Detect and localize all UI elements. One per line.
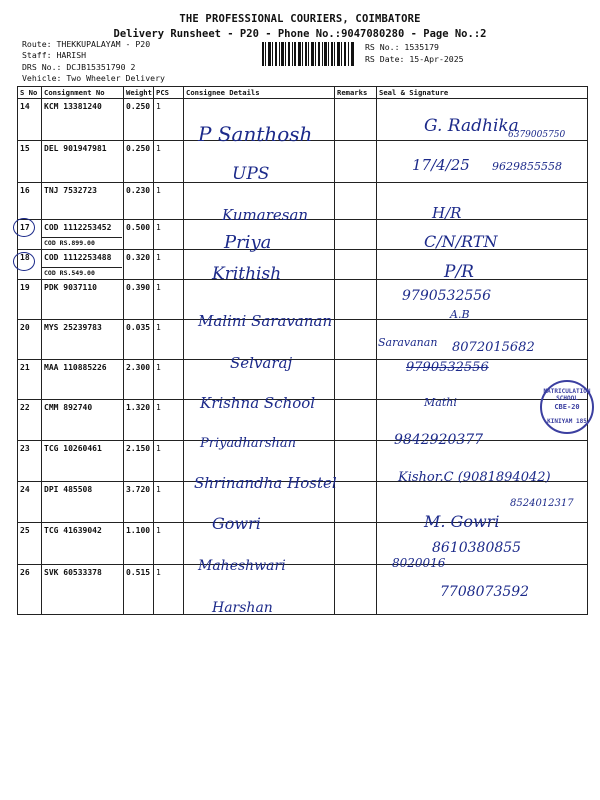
row-pcs: 1 <box>154 183 184 220</box>
row-remarks <box>335 400 377 441</box>
row-pcs: 1 <box>154 482 184 523</box>
handwritten-phone-19: 9790532556 <box>402 288 492 304</box>
row-sno: 16 <box>18 183 42 220</box>
handwritten-signature-15: 17/4/25 <box>412 156 470 174</box>
row-consignment: MAA 110885226 <box>42 360 124 400</box>
col-header-consignee: Consignee Details <box>184 87 335 99</box>
row-remarks <box>335 220 377 250</box>
row-weight: 1.100 <box>124 523 154 565</box>
row-weight: 0.250 <box>124 99 154 141</box>
row-sno: 21 <box>18 360 42 400</box>
row-weight: 2.300 <box>124 360 154 400</box>
row-sno: 15 <box>18 141 42 183</box>
row-pcs: 1 <box>154 320 184 360</box>
row-remarks <box>335 250 377 280</box>
row-remarks <box>335 441 377 482</box>
cod-amount: COD RS.549.00 <box>42 267 122 277</box>
handwritten-consignee-21: Krishna School <box>200 394 316 412</box>
row-remarks <box>335 565 377 615</box>
row-remarks <box>335 99 377 141</box>
handwritten-signature-25: M. Gowri <box>424 512 500 531</box>
row-pcs: 1 <box>154 565 184 615</box>
rs-number-field: RS No.: 1535179 <box>365 42 439 52</box>
row-pcs: 1 <box>154 141 184 183</box>
table-row <box>18 250 588 280</box>
vehicle-field: Vehicle: Two Wheeler Delivery <box>22 73 165 83</box>
handwritten-consignee-24: Gowri <box>212 514 261 533</box>
row-consignment: DEL 901947981 <box>42 141 124 183</box>
row-consignment: PDK 9037110 <box>42 280 124 320</box>
row-pcs: 1 <box>154 99 184 141</box>
row-sno: 17 <box>18 220 42 250</box>
rs-date-field: RS Date: 15-Apr-2025 <box>365 54 464 64</box>
consignment-number: COD 1112253488 <box>44 253 112 262</box>
sheet-title: THE PROFESSIONAL COURIERS, COIMBATORE <box>179 13 421 25</box>
handwritten-consignee-23: Shrinandha Hostel <box>194 474 337 492</box>
row-sno: 24 <box>18 482 42 523</box>
handwritten-phone-20: 8072015682 <box>452 340 535 355</box>
stamp-text-middle: CBE-20 <box>554 403 580 411</box>
row-remarks <box>335 523 377 565</box>
route-field: Route: THEKKUPALAYAM - P20 <box>22 39 151 49</box>
row-weight: 0.250 <box>124 141 154 183</box>
staff-field: Staff: HARISH <box>22 50 87 60</box>
row-sno: 19 <box>18 280 42 320</box>
row-consignment <box>42 220 124 250</box>
row-sno: 14 <box>18 99 42 141</box>
handwritten-consignee-15: UPS <box>232 164 270 184</box>
row-pcs: 1 <box>154 280 184 320</box>
handwritten-signature-24: Kishor.C (9081894042) <box>398 470 551 485</box>
row-consignment: TNJ 7532723 <box>42 183 124 220</box>
handwritten-consignee-16: Kumaresan <box>222 206 309 224</box>
table-header-row <box>18 87 588 99</box>
row-pcs: 1 <box>154 220 184 250</box>
row-consignment: TCG 41639042 <box>42 523 124 565</box>
stamp-text-bottom: KINIYAM 185 <box>547 418 587 425</box>
row-pcs: 1 <box>154 523 184 565</box>
stamp-text-top: MATRICULATION SCHOOL <box>543 388 591 402</box>
handwritten-code-25: 8020016 <box>392 556 446 570</box>
handwritten-phone-14: 6379005750 <box>508 130 566 140</box>
handwritten-phone-21: 9790532556 <box>406 360 489 375</box>
handwritten-phone-25: 8610380855 <box>432 540 522 556</box>
row-consignment: CMM 892740 <box>42 400 124 441</box>
row-weight: 0.390 <box>124 280 154 320</box>
row-remarks <box>335 280 377 320</box>
handwritten-remark-18: P/R <box>444 262 474 282</box>
barcode-image <box>262 42 354 66</box>
row-sno: 22 <box>18 400 42 441</box>
row-consignment: KCM 13381240 <box>42 99 124 141</box>
handwritten-consignee-26: Harshan <box>212 600 273 616</box>
handwritten-consignee-18: Krithish <box>212 264 282 284</box>
handwritten-phone-23: 9842920377 <box>394 432 484 448</box>
row-pcs: 1 <box>154 250 184 280</box>
handwritten-consignee-25: Maheshwari <box>198 558 286 574</box>
row-consignment: SVK 60533378 <box>42 565 124 615</box>
row-remarks <box>335 183 377 220</box>
row-weight: 0.230 <box>124 183 154 220</box>
row-sno: 25 <box>18 523 42 565</box>
row-remarks <box>335 320 377 360</box>
row-remarks <box>335 141 377 183</box>
row-consignment: TCG 10260461 <box>42 441 124 482</box>
handwritten-phone-15: 9629855558 <box>492 160 562 173</box>
row-weight: 0.035 <box>124 320 154 360</box>
row-consignment <box>42 250 124 280</box>
row-sno: 26 <box>18 565 42 615</box>
row-remarks <box>335 482 377 523</box>
row-weight: 2.150 <box>124 441 154 482</box>
handwritten-consignee-20: Selvaraj <box>230 354 293 372</box>
handwritten-consignee-14: P Santhosh <box>198 122 313 146</box>
table-row <box>18 220 588 250</box>
handwritten-signature-22: Mathi <box>424 396 457 409</box>
row-weight: 3.720 <box>124 482 154 523</box>
col-header-remarks: Remarks <box>335 87 377 99</box>
col-header-consignment: Consignment No <box>42 87 124 99</box>
handwritten-consignee-19: Malini Saravanan <box>198 312 333 330</box>
sheet-subtitle: Delivery Runsheet - P20 - Phone No.:9047080280 - Page No.:2 <box>113 28 487 40</box>
col-header-signature: Seal & Signature <box>377 87 588 99</box>
row-weight: 0.320 <box>124 250 154 280</box>
row-weight: 0.500 <box>124 220 154 250</box>
school-stamp <box>540 380 594 434</box>
handwritten-signature-20: Saravanan <box>378 336 438 349</box>
row-remarks <box>335 360 377 400</box>
handwritten-remark-16: H/R <box>432 204 462 222</box>
row-sno: 18 <box>18 250 42 280</box>
handwritten-consignee-22: Priyadharshan <box>200 436 297 451</box>
row-pcs: 1 <box>154 400 184 441</box>
circle-mark-18 <box>13 252 35 271</box>
cod-amount: COD RS.899.00 <box>42 237 122 247</box>
col-header-weight: Weight <box>124 87 154 99</box>
row-consignment: DPI 485508 <box>42 482 124 523</box>
row-pcs: 1 <box>154 360 184 400</box>
row-sno: 23 <box>18 441 42 482</box>
circle-mark-17 <box>13 218 35 237</box>
row-pcs: 1 <box>154 441 184 482</box>
row-weight: 1.320 <box>124 400 154 441</box>
col-header-pcs: PCS <box>154 87 184 99</box>
handwritten-signature-14: G. Radhika <box>424 116 519 136</box>
col-header-sno: S No <box>18 87 42 99</box>
handwritten-phone-26: 7708073592 <box>440 584 530 600</box>
handwritten-consignee-17: Priya <box>224 232 272 253</box>
row-signature <box>377 250 588 280</box>
row-consignment: MYS 25239783 <box>42 320 124 360</box>
handwritten-signature-19: A.B <box>450 308 470 321</box>
row-sno: 20 <box>18 320 42 360</box>
handwritten-phone-24b: 8524012317 <box>510 498 574 509</box>
consignment-number: COD 1112253452 <box>44 223 112 232</box>
row-signature <box>377 183 588 220</box>
drs-field: DRS No.: DCJB15351790 2 <box>22 62 136 72</box>
handwritten-remark-17: C/N/RTN <box>424 232 498 251</box>
row-weight: 0.515 <box>124 565 154 615</box>
